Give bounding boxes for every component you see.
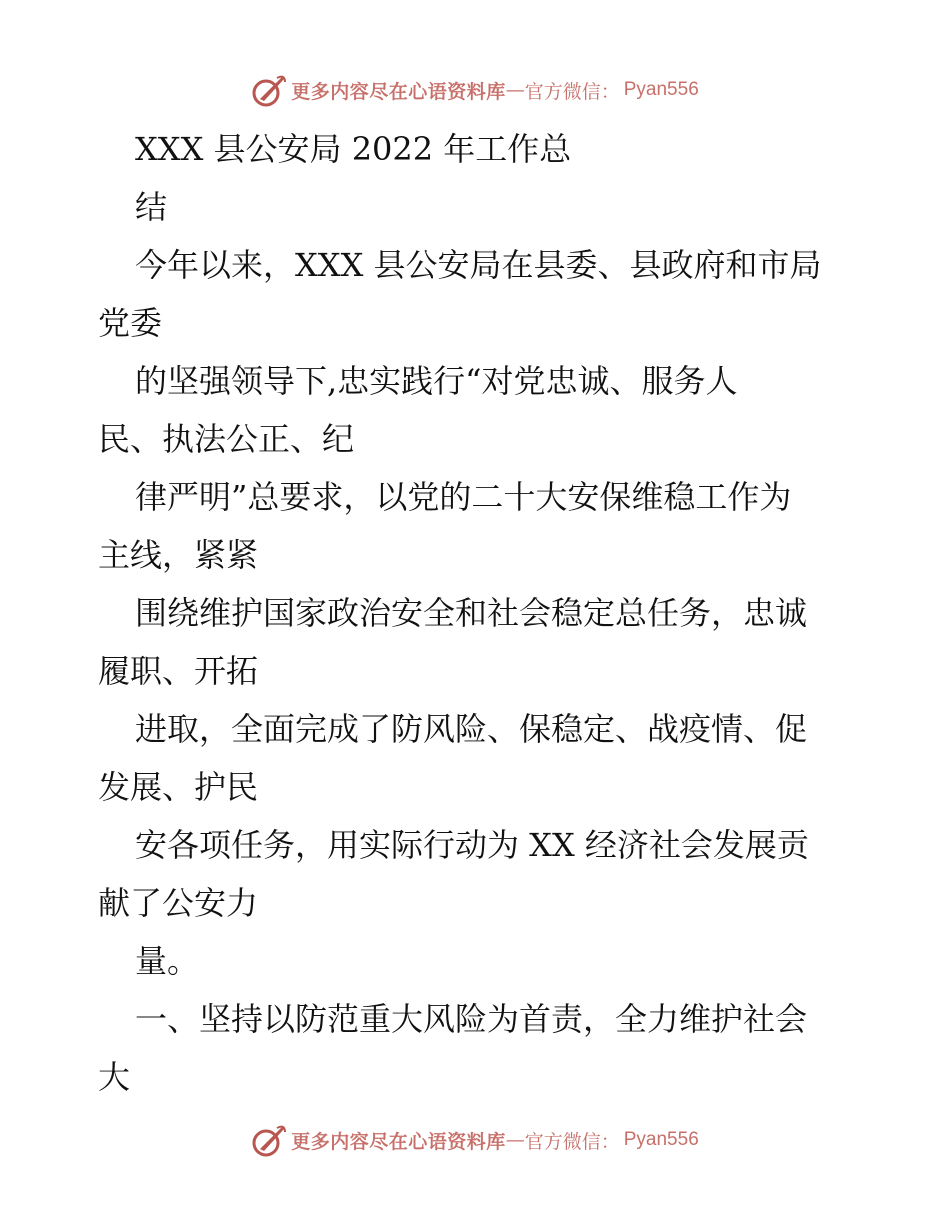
paragraph-line: 民、执法公正、纪 — [98, 420, 355, 458]
watermark-dash: — — [505, 79, 525, 101]
paragraph-line: 安各项任务，用实际行动为 XX 经济社会发展贡 — [135, 826, 809, 864]
watermark-dash: — — [505, 1129, 525, 1151]
paragraph-line: 发展、护民 — [98, 768, 259, 806]
watermark-brand: 更多内容尽在心语资料库 — [291, 1130, 506, 1153]
paragraph-line: 围绕维护国家政治安全和社会稳定总任务，忠诚 — [135, 594, 808, 632]
quill-logo-icon — [251, 72, 287, 108]
paragraph-line: 献了公安力 — [98, 884, 259, 922]
watermark-sub: 官方微信： — [524, 1130, 620, 1153]
watermark-wechat: Pyan556 — [623, 1129, 699, 1150]
paragraph-line: 党委 — [98, 304, 163, 342]
paragraph-line: 主线，紧紧 — [98, 536, 259, 574]
header-watermark — [0, 70, 950, 110]
document-body — [98, 120, 858, 1106]
section-heading-line: 一、坚持以防范重大风险为首责，全力维护社会 — [135, 1000, 808, 1038]
watermark-sub: 官方微信： — [524, 80, 620, 103]
document-title-line-2: 结 — [135, 188, 168, 226]
paragraph-line: 进取，全面完成了防风险、保稳定、战疫情、促 — [135, 710, 808, 748]
watermark-wechat: Pyan556 — [623, 79, 699, 100]
footer-watermark — [0, 1120, 950, 1160]
quill-logo-icon — [251, 1122, 287, 1158]
paragraph-line: 的坚强领导下,忠实践行“对党忠诚、服务人 — [135, 362, 738, 400]
paragraph-line: 律严明”总要求，以党的二十大安保维稳工作为 — [135, 478, 792, 516]
section-heading-line: 大 — [98, 1058, 131, 1096]
paragraph-line: 量。 — [135, 942, 200, 980]
paragraph-line: 今年以来，XXX 县公安局在县委、县政府和市局 — [135, 246, 822, 284]
watermark-brand: 更多内容尽在心语资料库 — [291, 80, 506, 103]
paragraph-line: 履职、开拓 — [98, 652, 259, 690]
document-title-line-1: XXX 县公安局 2022 年工作总 — [135, 130, 572, 168]
